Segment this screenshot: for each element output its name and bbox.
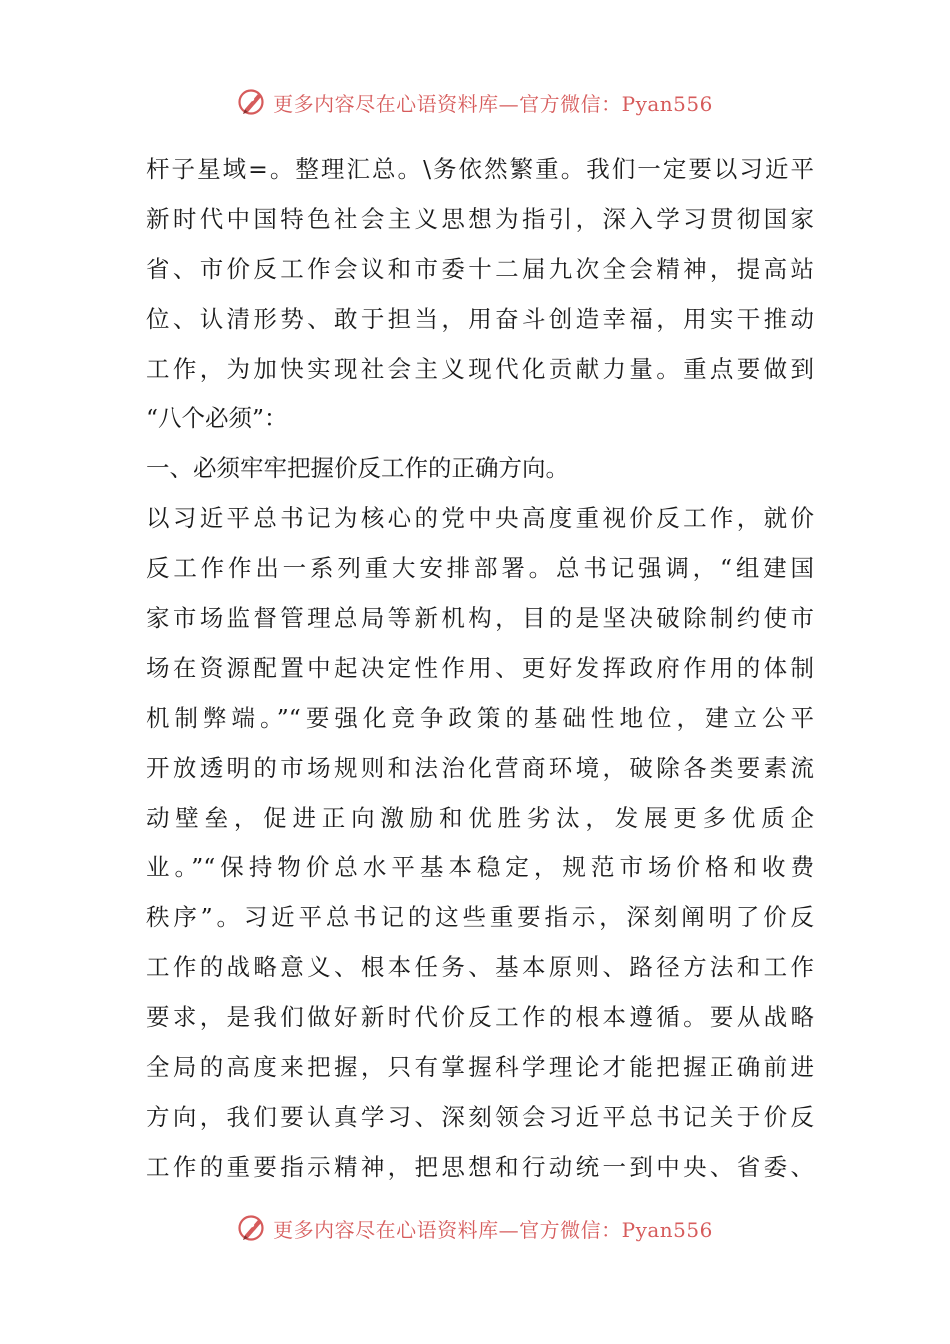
body-line: 杆子星域=。整理汇总。\务依然繁重。我们一定要以习近平 (146, 155, 814, 183)
body-line: 开放透明的市场规则和法治化营商环境，破除各类要素流 (146, 753, 814, 782)
body-line: 工作，为加快实现社会主义现代化贡献力量。重点要做到 (146, 354, 814, 383)
body-line: 位、认清形势、敢于担当，用奋斗创造幸福，用实干推动 (146, 304, 814, 333)
body-line: 以习近平总书记为核心的党中央高度重视价反工作，就价 (146, 504, 814, 533)
body-line: 动壁垒，促进正向激励和优胜劣汰，发展更多优质企 (146, 803, 814, 832)
body-line: 方向，我们要认真学习、深刻领会习近平总书记关于价反 (146, 1102, 814, 1131)
header-watermark-text: 更多内容尽在心语资料库—官方微信：Pyan556 (273, 91, 713, 116)
pen-logo-icon (237, 87, 267, 117)
body-line: 场在资源配置中起决定性作用、更好发挥政府作用的体制 (146, 653, 814, 682)
body-line: 反工作作出一系列重大安排部署。总书记强调，“组建国 (146, 554, 814, 583)
body-line: 全局的高度来把握，只有掌握科学理论才能把握正确前进 (146, 1053, 814, 1082)
body-line: 新时代中国特色社会主义思想为指引，深入学习贯彻国家 (146, 204, 814, 233)
body-line: 工作的战略意义、根本任务、基本原则、路径方法和工作 (146, 953, 814, 982)
body-line: 工作的重要指示精神，把思想和行动统一到中央、省委、 (146, 1152, 814, 1181)
header-watermark-banner (0, 82, 950, 122)
footer-watermark-banner (0, 1208, 950, 1248)
body-line: 一、必须牢牢把握价反工作的正确方向。 (146, 454, 569, 483)
document-body (146, 145, 814, 1193)
body-line: 家市场监督管理总局等新机构，目的是坚决破除制约使市 (146, 604, 814, 633)
body-line: “八个必须”： (146, 404, 288, 433)
body-line: 秩序”。习近平总书记的这些重要指示，深刻阐明了价反 (146, 903, 814, 932)
body-line: 要求，是我们做好新时代价反工作的根本遵循。要从战略 (146, 1003, 814, 1032)
body-line: 业。”“保持物价总水平基本稳定，规范市场价格和收费 (146, 853, 814, 882)
footer-watermark-text: 更多内容尽在心语资料库—官方微信：Pyan556 (273, 1217, 713, 1242)
pen-logo-icon (237, 1213, 267, 1243)
body-line: 机制弊端。”“要强化竞争政策的基础性地位，建立公平 (146, 703, 814, 732)
body-line: 省、市价反工作会议和市委十二届九次全会精神，提高站 (146, 254, 814, 283)
